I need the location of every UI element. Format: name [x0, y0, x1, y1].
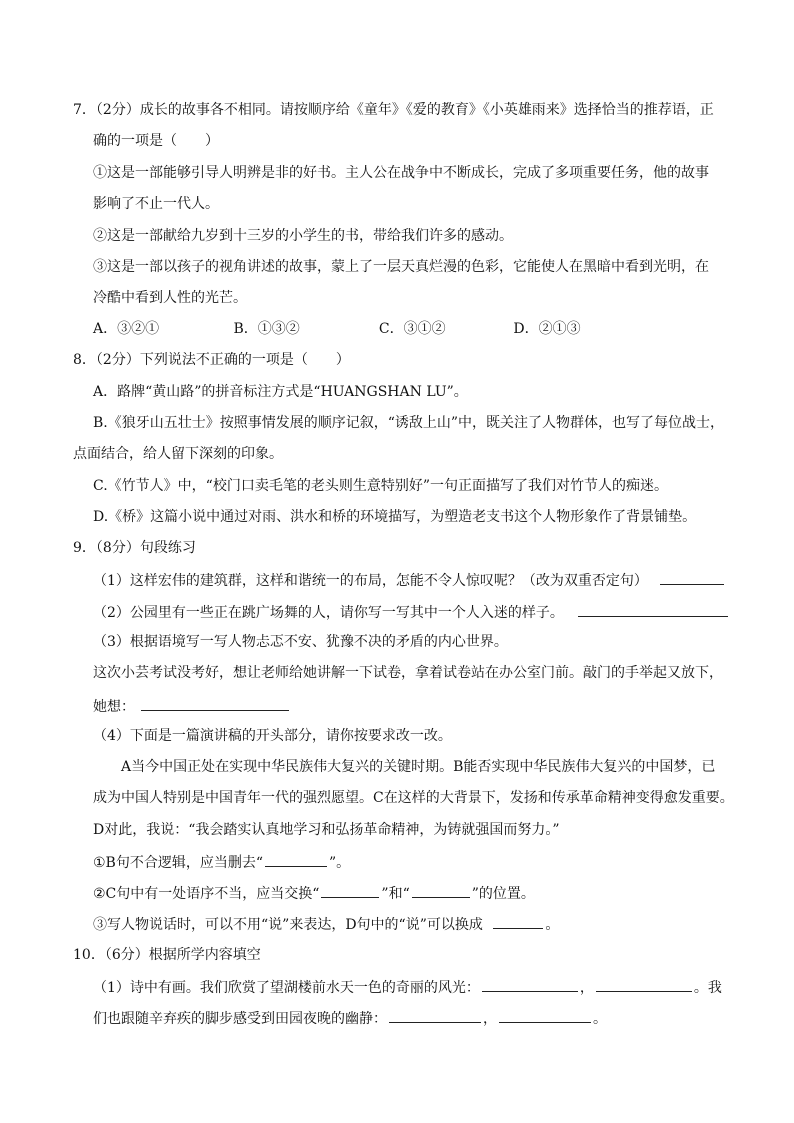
- q10-sub1b-blank2[interactable]: [499, 1008, 591, 1023]
- q8-option-d[interactable]: D.《桥》这篇小说中通过对雨、洪水和桥的环境描写，为塑造老支书这个人物形象作了背景铺垫。: [93, 509, 697, 525]
- q9-sub3: （3）根据语境写一写人物忐忑不安、犹豫不决的矛盾的内心世界。: [93, 634, 508, 650]
- q9-sub4-item1-blank[interactable]: [265, 852, 327, 867]
- q7-item1-line1: ①这是一部能够引导人明辨是非的好书。主人公在战争中不断成长，完成了多项重要任务，他的故事: [93, 165, 709, 181]
- q10-sub1-end: 。我: [693, 980, 722, 996]
- q10-sub1b-end: 。: [593, 1011, 607, 1027]
- q10-sub1-line2: [93, 1008, 607, 1028]
- q9-sub1-answer-blank[interactable]: [660, 570, 724, 585]
- q10-sub1b-comma: ，: [483, 1011, 497, 1027]
- q10-sub1-text: （1）诗中有画。我们欣赏了望湖楼前水天一色的奇丽的风光：: [93, 980, 480, 996]
- q9-sub4-item1-end: ”。: [329, 855, 351, 871]
- q9-sub4-item2-text: ②C句中有一处语序不当，应当交换“: [93, 886, 320, 902]
- q9-sub1-text: （1）这样宏伟的建筑群，这样和谐统一的布局，怎能不令人惊叹呢？（改为双重否定句）: [93, 573, 648, 589]
- q7-option-b[interactable]: B．①③②: [233, 321, 300, 337]
- q8-option-b-line1[interactable]: B.《狼牙山五壮士》按照事情发展的顺序记叙，“诱敌上山”中，既关注了人物群体，也写了每位战士，: [93, 415, 725, 431]
- q9-sub3-passage-line1: 这次小芸考试没考好，想让老师给她讲解一下试卷，拿着试卷站在办公室门前。敲门的手举起又放下，: [93, 665, 723, 681]
- q9-sub4-item3: [93, 914, 559, 934]
- q7-option-d[interactable]: D．②①③: [513, 321, 581, 337]
- q8-option-c[interactable]: C.《竹节人》中，“校门口卖毛笔的老头则生意特别好”一句正面描写了我们对竹节人的痴迷。: [93, 478, 668, 494]
- q7-options: [93, 320, 581, 338]
- q9-sub4-item1: [93, 852, 350, 872]
- q9-sub4-item3-end: 。: [545, 917, 560, 933]
- q7-option-a[interactable]: A．③②①: [93, 321, 160, 337]
- q9-sub4-item2: [93, 883, 535, 903]
- q10-sub1-blank1[interactable]: [482, 977, 578, 992]
- q7-item2: ②这是一部献给九岁到十三岁的小学生的书，带给我们许多的感动。: [93, 228, 513, 244]
- q9-sub4-item3-blank[interactable]: [493, 914, 543, 929]
- q9-sub2-answer-blank[interactable]: [578, 602, 728, 617]
- q9-sub4-passage-line3: D对此，我说：“我会踏实认真地学习和弘扬革命精神，为铸就强国而努力。”: [93, 822, 560, 838]
- q7-item1-line2: 影响了不止一代人。: [93, 196, 219, 212]
- q7-option-c[interactable]: C．③①②: [378, 321, 446, 337]
- q10-sub1-blank2[interactable]: [596, 977, 692, 992]
- q9-sub4: （4）下面是一篇演讲稿的开头部分，请你按要求改一改。: [93, 728, 452, 744]
- q9-sub3-prompt: 她想：: [93, 699, 135, 715]
- q9-sub4-item3-text: ③写人物说话时，可以不用“说”来表达，D句中的“说”可以换成: [93, 917, 483, 933]
- q9-sub3-answer-blank[interactable]: [141, 696, 289, 711]
- q10-stem: 10．（6分）根据所学内容填空: [73, 947, 261, 963]
- q8-option-b-line2: 点面结合，给人留下深刻的印象。: [73, 446, 283, 462]
- q7-item3-line2: 冷酷中看到人性的光芒。: [93, 290, 247, 306]
- q10-sub1-line1: [93, 977, 722, 997]
- q7-stem-line1: 7．（2分）成长的故事各不相同。请按顺序给《童年》《爱的教育》《小英雄雨来》选择恰当的推荐语，正: [73, 102, 714, 118]
- q8-stem: 8．（2分）下列说法不正确的一项是（ ）: [73, 352, 350, 368]
- q8-option-a[interactable]: A．路牌“黄山路”的拼音标注方式是“HUANGSHAN LU”。: [93, 384, 468, 400]
- q9-sub2: [93, 602, 730, 622]
- q10-sub1b-text: 们也跟随辛弃疾的脚步感受到田园夜晚的幽静：: [93, 1011, 387, 1027]
- q9-sub2-text: （2）公园里有一些正在跳广场舞的人，请你写一写其中一个人入迷的样子。: [93, 605, 564, 621]
- q9-sub4-passage-line1: A当今中国正处在实现中华民族伟大复兴的关键时期。B能否实现中华民族伟大复兴的中国梦，已: [121, 759, 716, 775]
- q10-sub1-comma: ，: [579, 980, 594, 996]
- q7-stem-line2: 确的一项是（ ）: [93, 133, 219, 149]
- q9-sub1: [93, 570, 726, 590]
- q10-sub1b-blank1[interactable]: [389, 1008, 481, 1023]
- q9-sub3-passage-line2: [93, 696, 291, 716]
- q7-item3-line1: ③这是一部以孩子的视角讲述的故事，蒙上了一层天真烂漫的色彩，它能使人在黑暗中看到光明，在: [93, 259, 709, 275]
- q9-sub4-item2-mid: ”和“: [381, 886, 410, 902]
- q9-sub4-passage-line2: 成为中国人特别是中国青年一代的强烈愿望。C在这样的大背景下，发扬和传承革命精神变得愈发重要。: [93, 790, 734, 806]
- q9-sub4-item1-text: ①B句不合逻辑，应当删去“: [93, 855, 263, 871]
- q9-stem: 9．（8分）句段练习: [73, 540, 196, 556]
- q9-sub4-item2-end: ”的位置。: [471, 886, 535, 902]
- q9-sub4-item2-blank1[interactable]: [321, 883, 379, 898]
- q9-sub4-item2-blank2[interactable]: [412, 883, 470, 898]
